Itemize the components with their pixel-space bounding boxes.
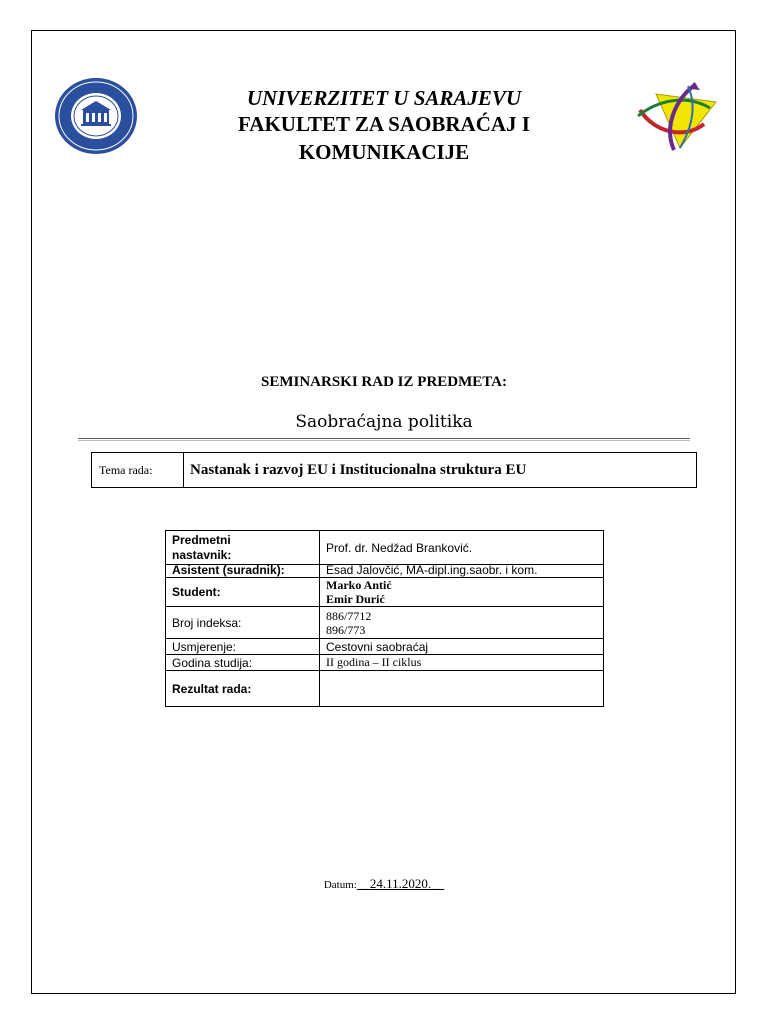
assistant-value: Esad Jalovčić, MA-dipl.ing.saobr. i kom. [320, 565, 604, 578]
date-label: Datum: [323, 879, 357, 891]
teacher-label-line2: nastavnik: [172, 547, 232, 562]
university-seal-icon [53, 76, 139, 156]
faculty-logo-icon [634, 80, 722, 154]
university-name: UNIVERZITET U SARAJEVU [246, 86, 522, 110]
study-year-value: II godina – II ciklus [320, 655, 604, 671]
faculty-name-line1: FAKULTET ZA SAOBRAĆAJ I [238, 112, 530, 136]
seminar-label: SEMINARSKI RAD IZ PREDMETA: [261, 374, 507, 390]
table-row [166, 531, 604, 565]
study-year-label: Godina studija: [166, 655, 320, 671]
result-label: Rezultat rada: [166, 671, 320, 707]
faculty-name-line2: KOMUNIKACIJE [298, 140, 470, 164]
direction-value: Cestovni saobraćaj [320, 639, 604, 655]
teacher-label-line1: Predmetni [172, 532, 231, 547]
table-row [166, 607, 604, 639]
topic-value: Nastanak i razvoj EU i Institucionalna struktura EU [190, 461, 527, 478]
index-value-2: 896/773 [326, 622, 366, 637]
result-value [320, 671, 604, 707]
teacher-label [166, 531, 320, 565]
info-table [165, 530, 604, 707]
table-row [166, 578, 604, 607]
student-names [320, 578, 604, 607]
table-row [166, 639, 604, 655]
index-value-1: 886/7712 [326, 608, 372, 623]
document-header [190, 87, 578, 166]
page-frame [31, 30, 736, 994]
table-row [166, 655, 604, 671]
table-row [166, 671, 604, 707]
direction-label: Usmjerenje: [166, 639, 320, 655]
topic-label: Tema rada: [92, 453, 184, 487]
teacher-value: Prof. dr. Nedžad Branković. [320, 531, 604, 565]
divider-shadow [78, 440, 690, 441]
divider [78, 438, 690, 439]
subject-title: Saobraćajna politika [295, 412, 473, 432]
student-name-1: Marko Antić [326, 578, 392, 592]
date-line [0, 876, 768, 892]
topic-box [91, 452, 697, 488]
student-name-2: Emir Durić [326, 592, 385, 606]
table-row [166, 565, 604, 578]
student-label: Student: [166, 578, 320, 607]
date-value: __24.11.2020.__ [356, 876, 445, 891]
index-values [320, 607, 604, 639]
index-label: Broj indeksa: [166, 607, 320, 639]
assistant-label: Asistent (suradnik): [166, 565, 320, 578]
